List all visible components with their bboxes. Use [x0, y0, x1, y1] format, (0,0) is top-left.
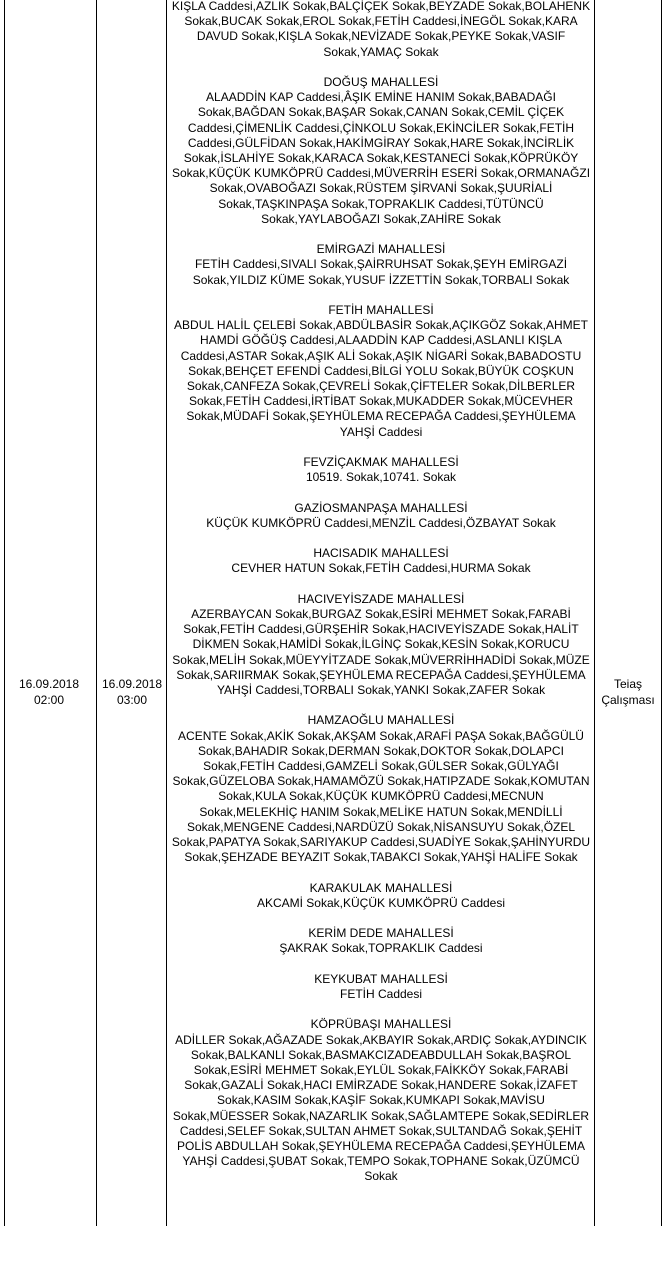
table-border-right: [661, 0, 662, 1226]
neighborhood-block: [170, 1017, 592, 1184]
table-border-left: [4, 0, 5, 1226]
street-list: ŞAKRAK Sokak,TOPRAKLIK Caddesi: [279, 941, 483, 956]
street-list: FETİH Caddesi: [339, 987, 423, 1002]
neighborhood-block: [170, 972, 592, 1002]
neighborhood-name: FEVZİÇAKMAK MAHALLESİ: [303, 455, 459, 470]
street-list: FETİH Caddesi,SIVALI Sokak,ŞAİRRUHSAT Sokak,ŞEYH EMİRGAZİ Sokak,YILDIZ KÜME Sokak,YUSUF İZZETTİN Sokak,TORBALI Sokak: [192, 257, 570, 287]
street-list: ABDUL HALİL ÇELEBİ Sokak,ABDÜLBASİR Sokak,AÇIKGÖZ Sokak,AHMET HAMDİ GÖĞÜŞ Caddesi,ALAADDİN KAP Caddesi,ASLANLI KIŞLA Caddesi,ASTAR Sokak,AŞIK ALİ Sokak,AŞIK NİGARİ Sokak,BABADOSTU Sokak,BEHÇET EFENDİ Caddesi,BİLGİ YOLU Sokak,BÜYÜK COŞKUN Sokak,CANFEZA Sokak,ÇEVRELİ Sokak,ÇİFTELER Sokak,DİLBERLER Sokak,FETİH Caddesi,İRTİBAT Sokak,MUKADDER Sokak,MÜCEVHER Sokak,MÜDAFİ Sokak,ŞEYHÜLEMA RECEPAĞA Caddesi,ŞEYHÜLEMA YAHŞİ Caddesi: [174, 318, 588, 439]
neighborhood-name: HAMZAOĞLU MAHALLESİ: [307, 713, 455, 728]
street-list: AKCAMİ Sokak,KÜÇÜK KUMKÖPRÜ Caddesi: [256, 895, 506, 910]
neighborhood-block: [170, 881, 592, 911]
column-divider: [96, 0, 97, 1226]
neighborhood-name: FETİH MAHALLESİ: [328, 303, 434, 318]
street-list: ADİLLER Sokak,AĞAZADE Sokak,AKBAYIR Sokak,ARDIÇ Sokak,AYDINCIK Sokak,BALKANLI Sokak,BASMAKCIZADEABDULLAH Sokak,BAŞROL Sokak,ESİRİ MEHMET Sokak,EYLÜL Sokak,FAİKKÖY Sokak,FARABİ Sokak,GAZALİ Sokak,HACI EMİRZADE Sokak,HANDERE Sokak,İZAFET Sokak,KASIM Sokak,KAŞİF Sokak,KUMKAPI Sokak,MAVİSU Sokak,MÜESSER Sokak,NAZARLIK Sokak,SAĞLAMTEPE Sokak,SEDİRLER Caddesi,SELEF Sokak,SULTAN AHMET Sokak,SULTANDAĞ Sokak,ŞEHİT POLİS ABDULLAH Sokak,ŞEYHÜLEMA RECEPAĞA Caddesi,ŞEYHÜLEMA YAHŞİ Caddesi,ŞUBAT Sokak,TEMPO Sokak,TOPHANE Sokak,ÜZÜMCÜ Sokak: [172, 1032, 590, 1184]
neighborhood-block: [170, 501, 592, 531]
neighborhood-name: KÖPRÜBAŞI MAHALLESİ: [310, 1017, 452, 1032]
neighborhood-name: DOĞUŞ MAHALLESİ: [323, 75, 439, 89]
neighborhood-name: KERİM DEDE MAHALLESİ: [308, 926, 454, 941]
start-datetime-cell: [6, 676, 92, 708]
neighborhood-name: GAZİOSMANPAŞA MAHALLESİ: [294, 500, 468, 515]
street-list: AZERBAYCAN Sokak,BURGAZ Sokak,ESİRİ MEHMET Sokak,FARABİ Sokak,FETİH Caddesi,GÜRŞEHİR Sokak,HACIVEYİSZADE Sokak,HALİT DİKMEN Sokak,HAMİDİ Sokak,İLGİNÇ Sokak,KESİN Sokak,KORUCU Sokak,MELİH Sokak,MÜEYYİTZADE Sokak,MÜVERRİHHADİDİ Sokak,MÜZE Sokak,SARIIRMAK Sokak,ŞEYHÜLEMA RECEPAĞA Caddesi,ŞEYHÜLEMA YAHŞİ Caddesi,TORBALI Sokak,YANKI Sokak,ZAFER Sokak: [172, 607, 590, 698]
neighborhood-block: [170, 242, 592, 288]
end-time: 03:00: [116, 693, 148, 707]
street-list: ALAADDİN KAP Caddesi,ÂŞIK EMİNE HANIM Sokak,BABADAĞI Sokak,BAĞDAN Sokak,BAŞAR Sokak,CANAN Sokak,CEMİL ÇİÇEK Caddesi,ÇİMENLİK Caddesi,ÇİNKOLU Sokak,EKİNCİLER Sokak,FETİH Caddesi,GÜLFİDAN Sokak,HAKİMGİRAY Sokak,HARE Sokak,İNCİRLİK Sokak,İSLAHİYE Sokak,KARACA Sokak,KESTANECİ Sokak,KÖPRÜKÖY Sokak,KÜÇÜK KUMKÖPRÜ Caddesi,MÜVERRİH ESERİ Sokak,ORMANAĞZI Sokak,OVABOĞAZI Sokak,RÜSTEM ŞİRVANİ Sokak,ŞUURİALİ Sokak,TAŞKINPAŞA Sokak,TOPRAKLIK Caddesi,TÜTÜNCÜ Sokak,YAYLABOĞAZI Sokak,ZAHİRE Sokak: [171, 90, 591, 226]
end-date: 16.09.2018: [101, 677, 163, 691]
street-list: 10519. Sokak,10741. Sokak: [305, 470, 457, 485]
neighborhood-block: [170, 592, 592, 698]
neighborhood-name: HACIVEYİSZADE MAHALLESİ: [297, 591, 465, 606]
note-line: Çalışması: [601, 693, 655, 707]
note-cell: [596, 676, 660, 708]
note-line: Teiaş: [613, 677, 642, 691]
neighborhood-block: [170, 546, 592, 576]
start-time: 02:00: [33, 693, 65, 707]
neighborhood-name: KEYKUBAT MAHALLESİ: [314, 971, 448, 986]
neighborhood-block: [170, 75, 592, 227]
street-list: CEVHER HATUN Sokak,FETİH Caddesi,HURMA Sokak: [231, 561, 531, 576]
column-divider: [594, 0, 595, 1226]
affected-area-cell: [170, 0, 592, 1200]
neighborhood-block: [170, 926, 592, 956]
neighborhood-block: [170, 303, 592, 440]
neighborhood-block: [170, 455, 592, 485]
neighborhood-name: HACISADIK MAHALLESİ: [313, 546, 449, 561]
continuation-block: [170, 0, 592, 60]
street-list: ACENTE Sokak,AKİK Sokak,AKŞAM Sokak,ARAFİ PAŞA Sokak,BAĞGÜLÜ Sokak,BAHADIR Sokak,DERMAN Sokak,DOKTOR Sokak,DOLAPCI Sokak,FETİH Caddesi,GAMZELİ Sokak,GÜLSER Sokak,GÜLYAĞI Sokak,GÜZELOBA Sokak,HAMAMÖZÜ Sokak,HATIPZADE Sokak,KOMUTAN Sokak,KULA Sokak,KÜÇÜK KUMKÖPRÜ Caddesi,MECNUN Sokak,MELEKHİÇ HANIM Sokak,MELİKE HATUN Sokak,MENDİLLİ Sokak,MENGENE Caddesi,NARDÜZÜ Sokak,NİSANSUYU Sokak,ÖZEL Sokak,PAPATYA Sokak,SARIYAKUP Caddesi,SUADİYE Sokak,ŞAHİNYURDU Sokak,ŞEHZADE BEYAZIT Sokak,TABAKCI Sokak,YAHŞİ HALİFE Sokak: [171, 728, 591, 865]
street-list: KÜÇÜK KUMKÖPRÜ Caddesi,MENZİL Caddesi,ÖZBAYAT Sokak: [206, 515, 556, 530]
neighborhood-name: KARAKULAK MAHALLESİ: [309, 880, 453, 895]
neighborhood-list: [170, 75, 592, 1185]
street-list: KIŞLA Caddesi,AZLIK Sokak,BALÇİÇEK Sokak,BEYZADE Sokak,BOLAHENK Sokak,BUCAK Sokak,EROL Sokak,FETİH Caddesi,İNEGÖL Sokak,KARA DAVUD Sokak,KIŞLA Sokak,NEVİZADE Sokak,PEYKE Sokak,VASIF Sokak,YAMAÇ Sokak: [171, 0, 591, 59]
column-divider: [166, 0, 167, 1226]
start-date: 16.09.2018: [18, 677, 80, 691]
neighborhood-block: [170, 713, 592, 865]
neighborhood-name: EMİRGAZİ MAHALLESİ: [316, 242, 446, 257]
end-datetime-cell: [98, 676, 166, 708]
